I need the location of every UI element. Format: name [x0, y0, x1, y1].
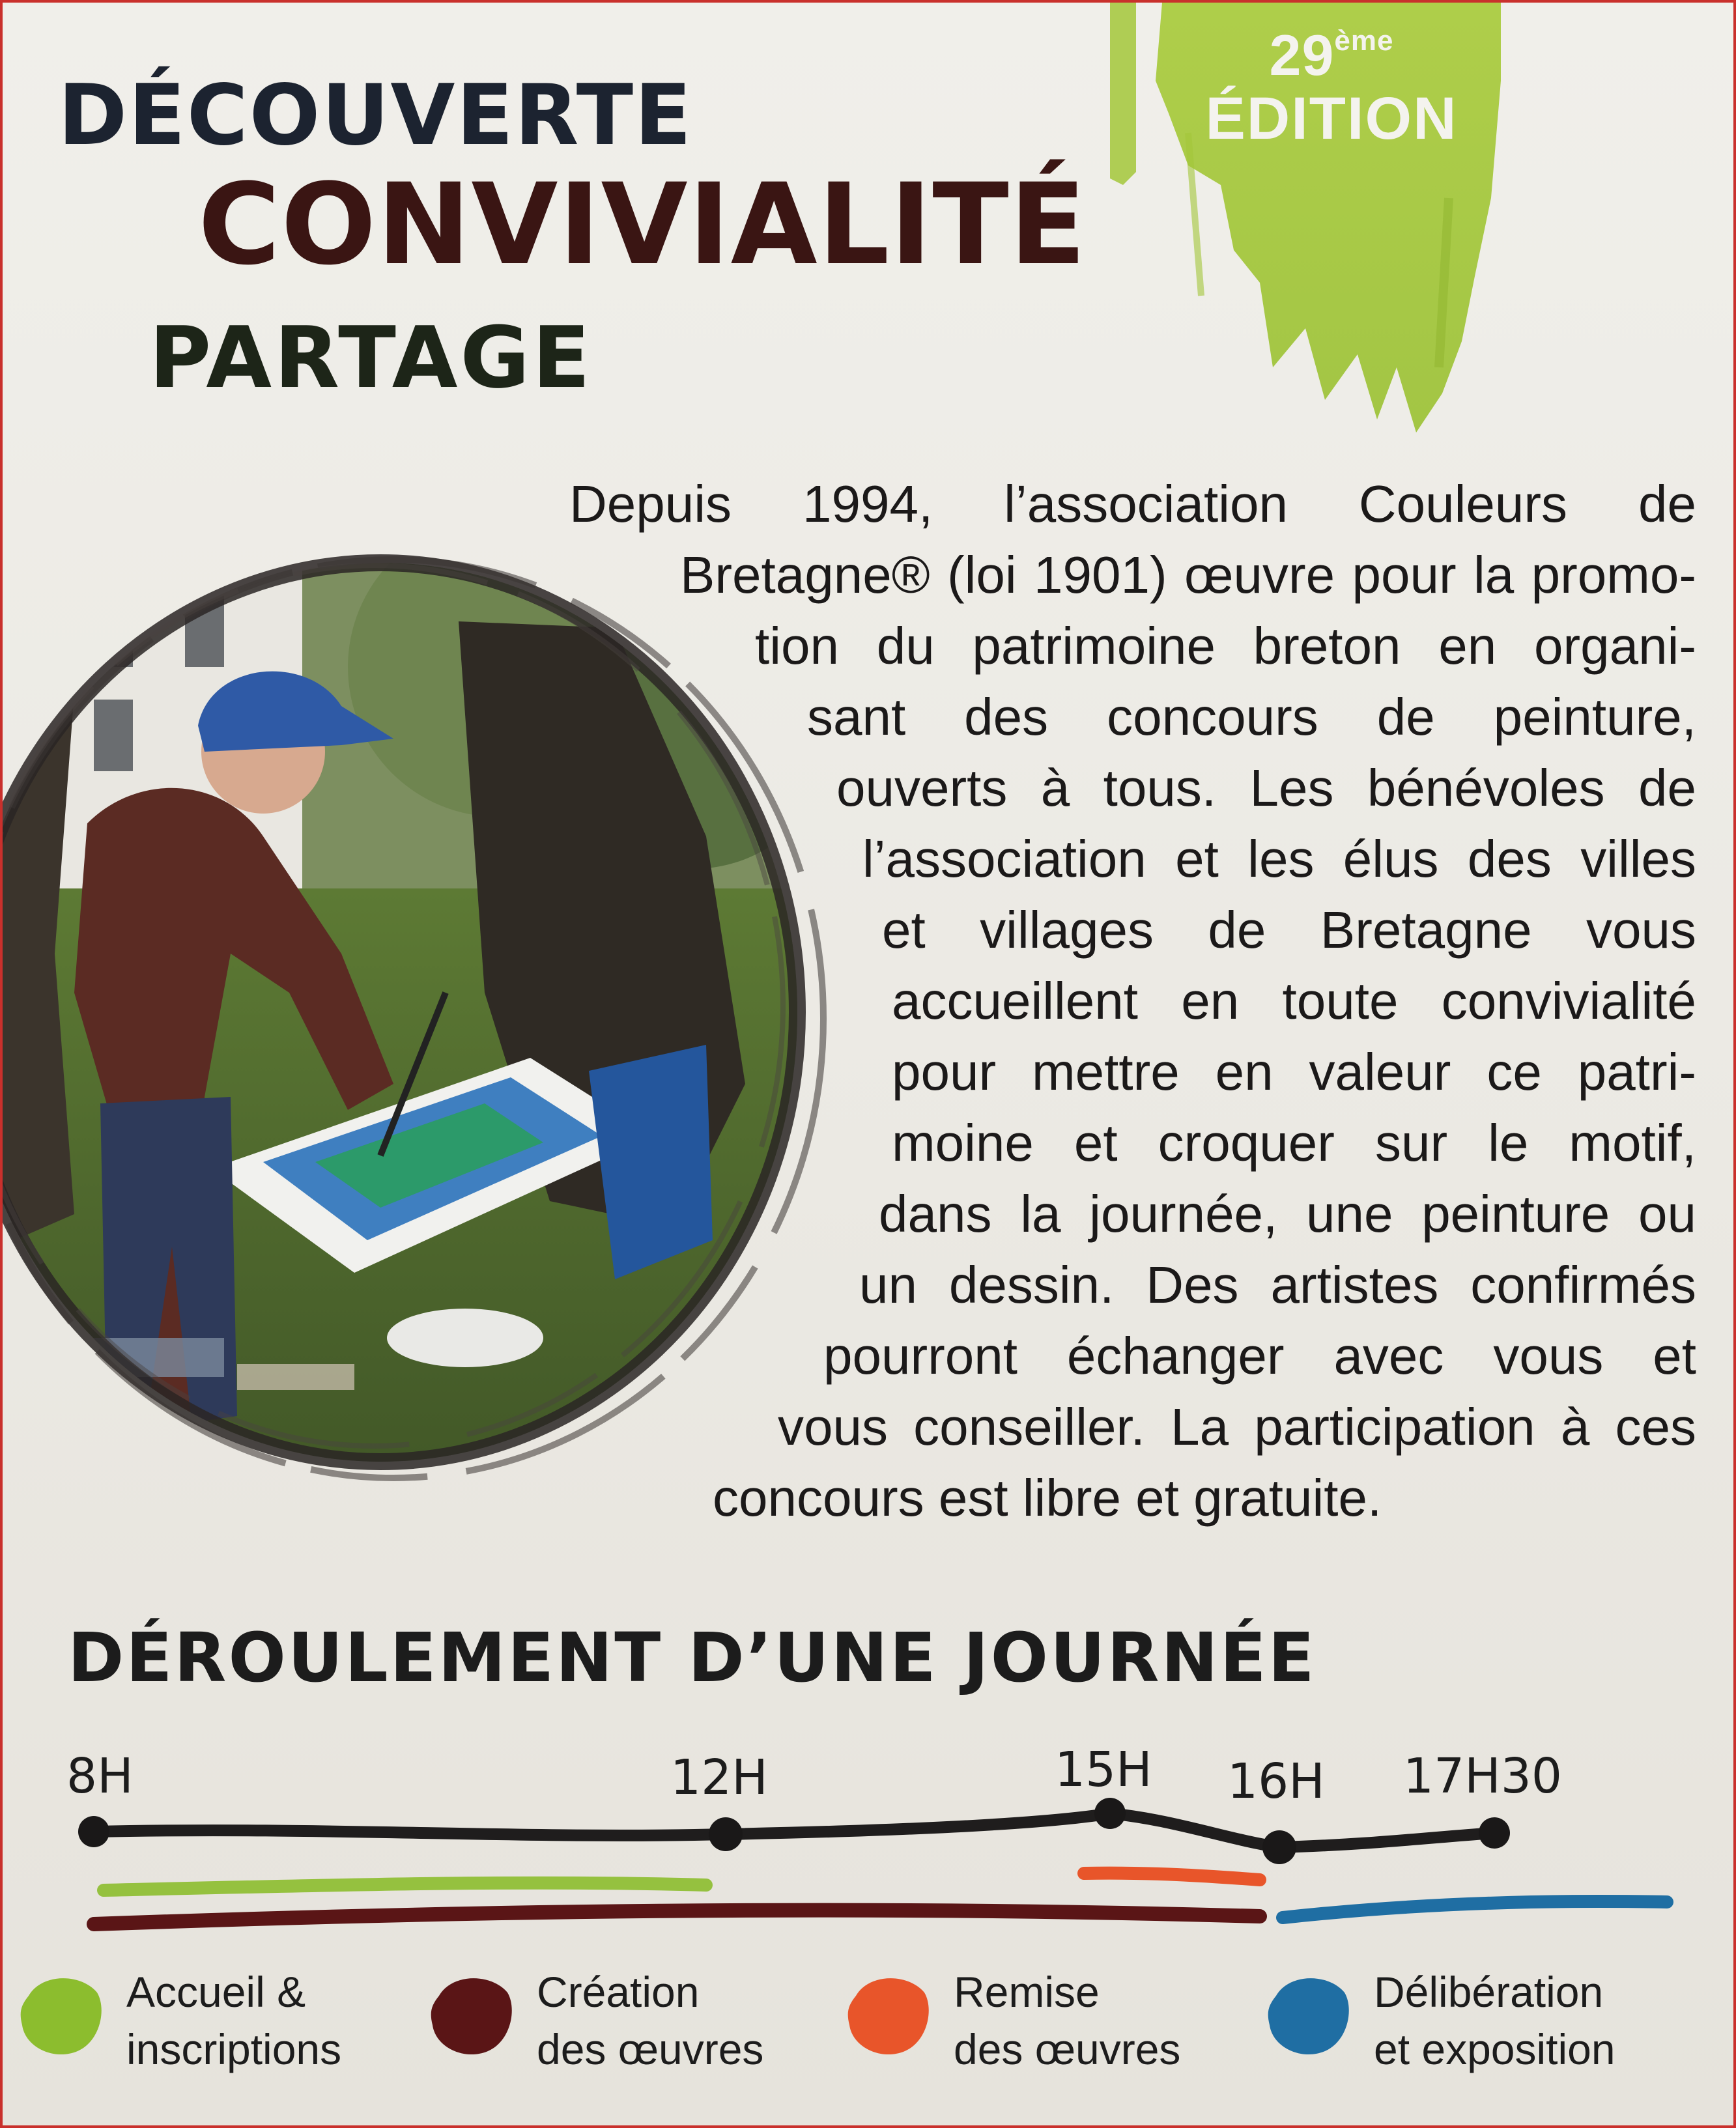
body-line: sant des concours de peinture,	[807, 688, 1696, 746]
legend-label: Remise des œuvres	[954, 1968, 1181, 2073]
timeline-dot-12h	[709, 1817, 743, 1851]
segment-deliberation	[1283, 1901, 1667, 1918]
day-timeline	[3, 1709, 1736, 1957]
legend-accueil	[16, 1963, 341, 2078]
body-line: l’association et les élus des villes	[862, 830, 1696, 888]
segment-remise	[1084, 1873, 1260, 1880]
legend-label: Délibération et exposition	[1374, 1968, 1615, 2073]
legend-deliberation	[1263, 1963, 1615, 2078]
legend-creation	[426, 1963, 763, 2078]
body-line: pour mettre en valeur ce patri-	[892, 1043, 1696, 1101]
time-label: 15H	[1055, 1742, 1152, 1798]
body-line: et villages de Bretagne vous	[882, 901, 1696, 959]
legend-swatch-accueil	[16, 1970, 107, 2061]
edition-word: ÉDITION	[1205, 85, 1458, 152]
timeline-dot-15h	[1094, 1798, 1126, 1829]
legend-swatch-creation	[426, 1970, 517, 2061]
intro-paragraph	[556, 468, 1696, 1533]
legend-remise	[843, 1963, 1180, 2078]
schedule-title: DÉROULEMENT D’UNE JOURNÉE	[68, 1618, 1316, 1697]
segment-accueil	[104, 1883, 706, 1890]
body-line: moine et croquer sur le motif,	[892, 1114, 1696, 1172]
edition-badge	[1195, 22, 1468, 153]
body-line: pourront échanger avec vous et	[823, 1327, 1696, 1385]
body-line: accueillent en toute convivialité	[892, 972, 1696, 1030]
time-label: 16H	[1227, 1753, 1325, 1809]
headline-convivialite: CONVIVIALITÉ	[198, 159, 1087, 290]
body-line: Bretagne® (loi 1901) œuvre pour la promo-	[680, 546, 1696, 604]
time-label: 8H	[66, 1748, 134, 1804]
body-line: dans la journée, une peinture ou	[879, 1185, 1696, 1243]
legend-swatch-deliberation	[1263, 1970, 1354, 2061]
body-line: concours est libre et gratuite.	[713, 1469, 1382, 1527]
body-line: Depuis 1994, l’association Couleurs de	[569, 475, 1696, 533]
timeline-dot-8h	[78, 1816, 109, 1847]
timeline-dot-17h30	[1479, 1817, 1510, 1849]
legend-swatch-remise	[843, 1970, 934, 2061]
body-line: ouverts à tous. Les bénévoles de	[836, 759, 1696, 817]
headline-partage: PARTAGE	[149, 308, 593, 407]
time-label: 12H	[670, 1750, 768, 1806]
timeline-dot-16h	[1262, 1830, 1296, 1864]
legend-label: Création des œuvres	[537, 1968, 764, 2073]
headline-decouverte: DÉCOUVERTE	[58, 67, 693, 164]
body-line: un dessin. Des artistes confirmés	[859, 1256, 1696, 1314]
segment-creation	[94, 1910, 1260, 1924]
legend-label: Accueil & inscriptions	[126, 1968, 342, 2073]
body-line: tion du patrimoine breton en organi-	[755, 617, 1696, 675]
time-label: 17H30	[1403, 1748, 1562, 1804]
edition-number: 29	[1269, 23, 1335, 87]
timeline-graphic	[3, 1709, 1736, 1957]
body-line: vous conseiller. La participation à ces	[778, 1398, 1696, 1456]
edition-suffix: ème	[1334, 25, 1394, 57]
